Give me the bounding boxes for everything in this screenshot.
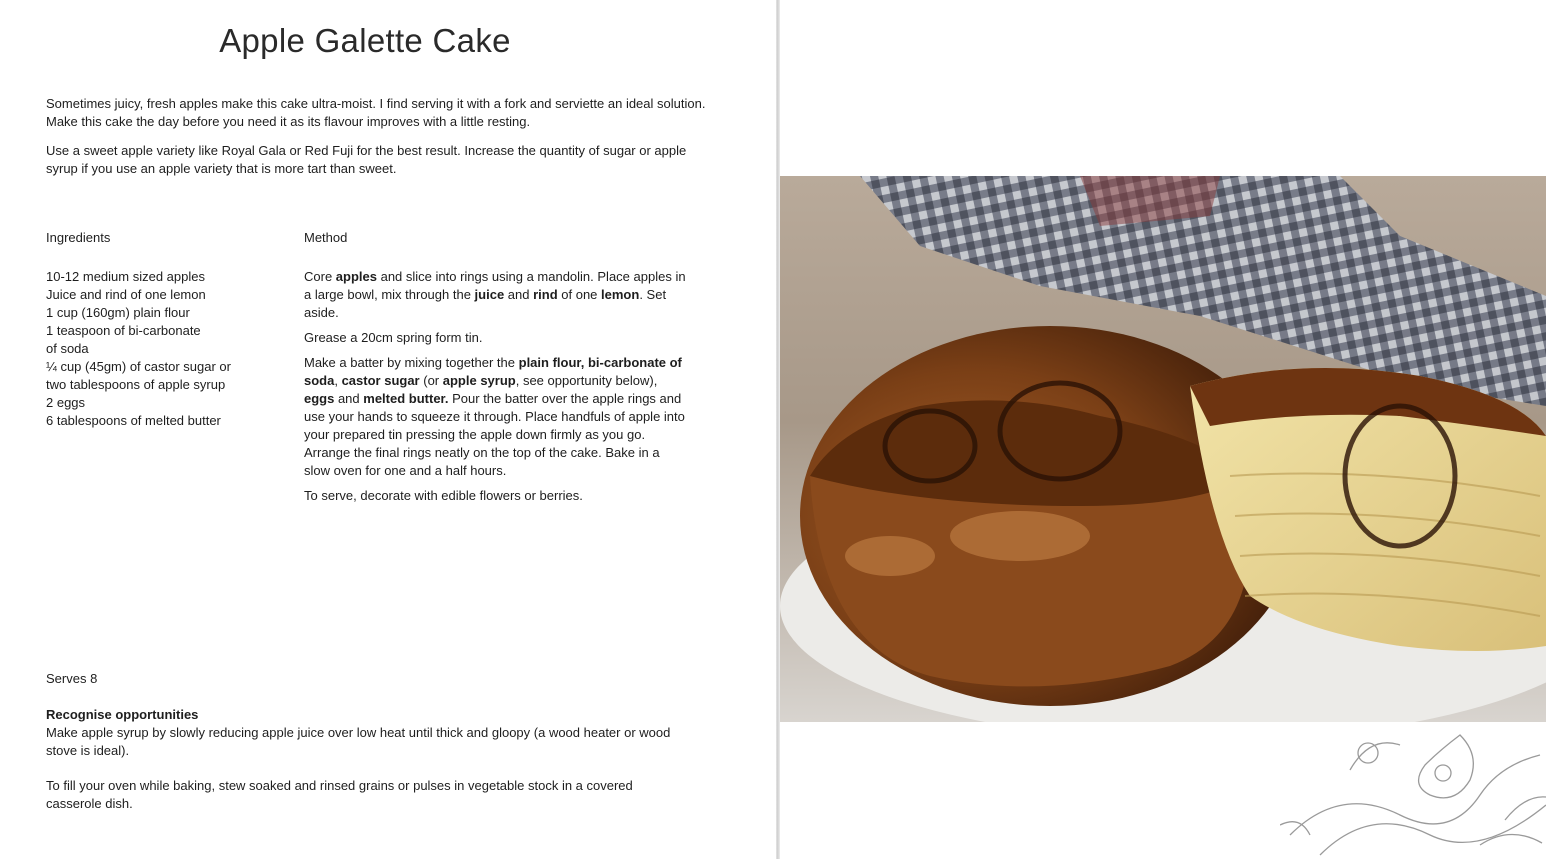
tips-heading: Recognise opportunities: [46, 707, 199, 722]
ingredients-section: [46, 229, 266, 430]
photo-page: [780, 0, 1546, 859]
ingredient-line: two tablespoons of apple syrup: [46, 377, 226, 392]
intro-paragraph: Use a sweet apple variety like Royal Gala or Red Fuji for the best result. Increase the quantity of sugar or apple syrup if you use an apple variety that is more tart than sweet.: [46, 143, 687, 176]
ingredient-line: 2 eggs: [46, 395, 86, 410]
method-text: and: [334, 391, 364, 406]
method-keyword: plain flour,: [518, 355, 585, 370]
intro-paragraph: Sometimes juicy, fresh apples make this cake ultra-moist. I find serving it with a fork and serviette an ideal solution. Make this cake the day before you need it as its flavour improves with a little resting.: [46, 96, 706, 129]
method-section: [304, 229, 689, 512]
method-text: (or: [419, 373, 443, 388]
ingredient-line: 10-12 medium sized apples: [46, 269, 205, 284]
ingredient-line: 1 cup (160gm) plain flour: [46, 305, 190, 320]
method-keyword: lemon: [601, 287, 640, 302]
method-text: Pour the batter over the apple rings and use your hands to squeeze it through. Place handfuls of apple into your prepared tin pressing the apple down firmly as you go. Arrange the final rings neatly on the top of the cake. Bake in a slow oven for one and a half hours.: [304, 391, 685, 478]
method-heading: Method: [304, 230, 348, 245]
method-steps: [304, 268, 689, 505]
ingredients-heading: Ingredients: [46, 230, 111, 245]
method-text: of one: [557, 287, 602, 302]
method-text: . Set aside.: [304, 287, 667, 320]
method-keyword: bi-carbonate of soda: [304, 355, 682, 388]
method-text: Grease a 20cm spring form tin.: [304, 330, 483, 345]
method-keyword: juice: [474, 287, 505, 302]
ingredient-line: of soda: [46, 341, 89, 356]
method-text: Core: [304, 269, 336, 284]
method-step: [304, 268, 689, 322]
method-text: and: [504, 287, 534, 302]
method-keyword: castor sugar: [341, 373, 420, 388]
ingredient-line: 1 teaspoon of bi-carbonate: [46, 323, 201, 338]
method-text: Make a batter by mixing together the: [304, 355, 519, 370]
method-step: [304, 487, 689, 505]
ingredient-line: Juice and rind of one lemon: [46, 287, 206, 302]
method-text: , see opportunity below),: [515, 373, 658, 388]
method-keyword: apples: [335, 269, 377, 284]
method-keyword: rind: [533, 287, 558, 302]
serves-label: Serves 8: [46, 671, 98, 686]
method-text: and slice into rings using a mandolin. Place apples in a large bowl, mix through the: [304, 269, 686, 302]
tip-paragraph: Make apple syrup by slowly reducing apple juice over low heat until thick and gloopy (a wood heater or wood stove is ideal).: [46, 725, 671, 758]
method-step: [304, 354, 689, 480]
method-keyword: apple syrup: [442, 373, 516, 388]
recipe-intro: [46, 95, 706, 189]
recipe-title: Apple Galette Cake: [219, 22, 511, 59]
tips-section: [46, 706, 686, 830]
cake-photo: [780, 176, 1546, 722]
method-keyword: melted butter.: [363, 391, 449, 406]
method-keyword: eggs: [304, 391, 335, 406]
ingredients-list: [46, 268, 266, 430]
paisley-ornament: [1280, 725, 1546, 859]
method-step: [304, 329, 689, 347]
method-text: To serve, decorate with edible flowers or berries.: [304, 488, 583, 503]
ingredient-line: 6 tablespoons of melted butter: [46, 413, 221, 428]
tip-paragraph: To fill your oven while baking, stew soaked and rinsed grains or pulses in vegetable stock in a covered casserole dish.: [46, 778, 633, 811]
method-text: ,: [334, 373, 342, 388]
ingredient-line: ¼ cup (45gm) of castor sugar or: [46, 359, 231, 374]
